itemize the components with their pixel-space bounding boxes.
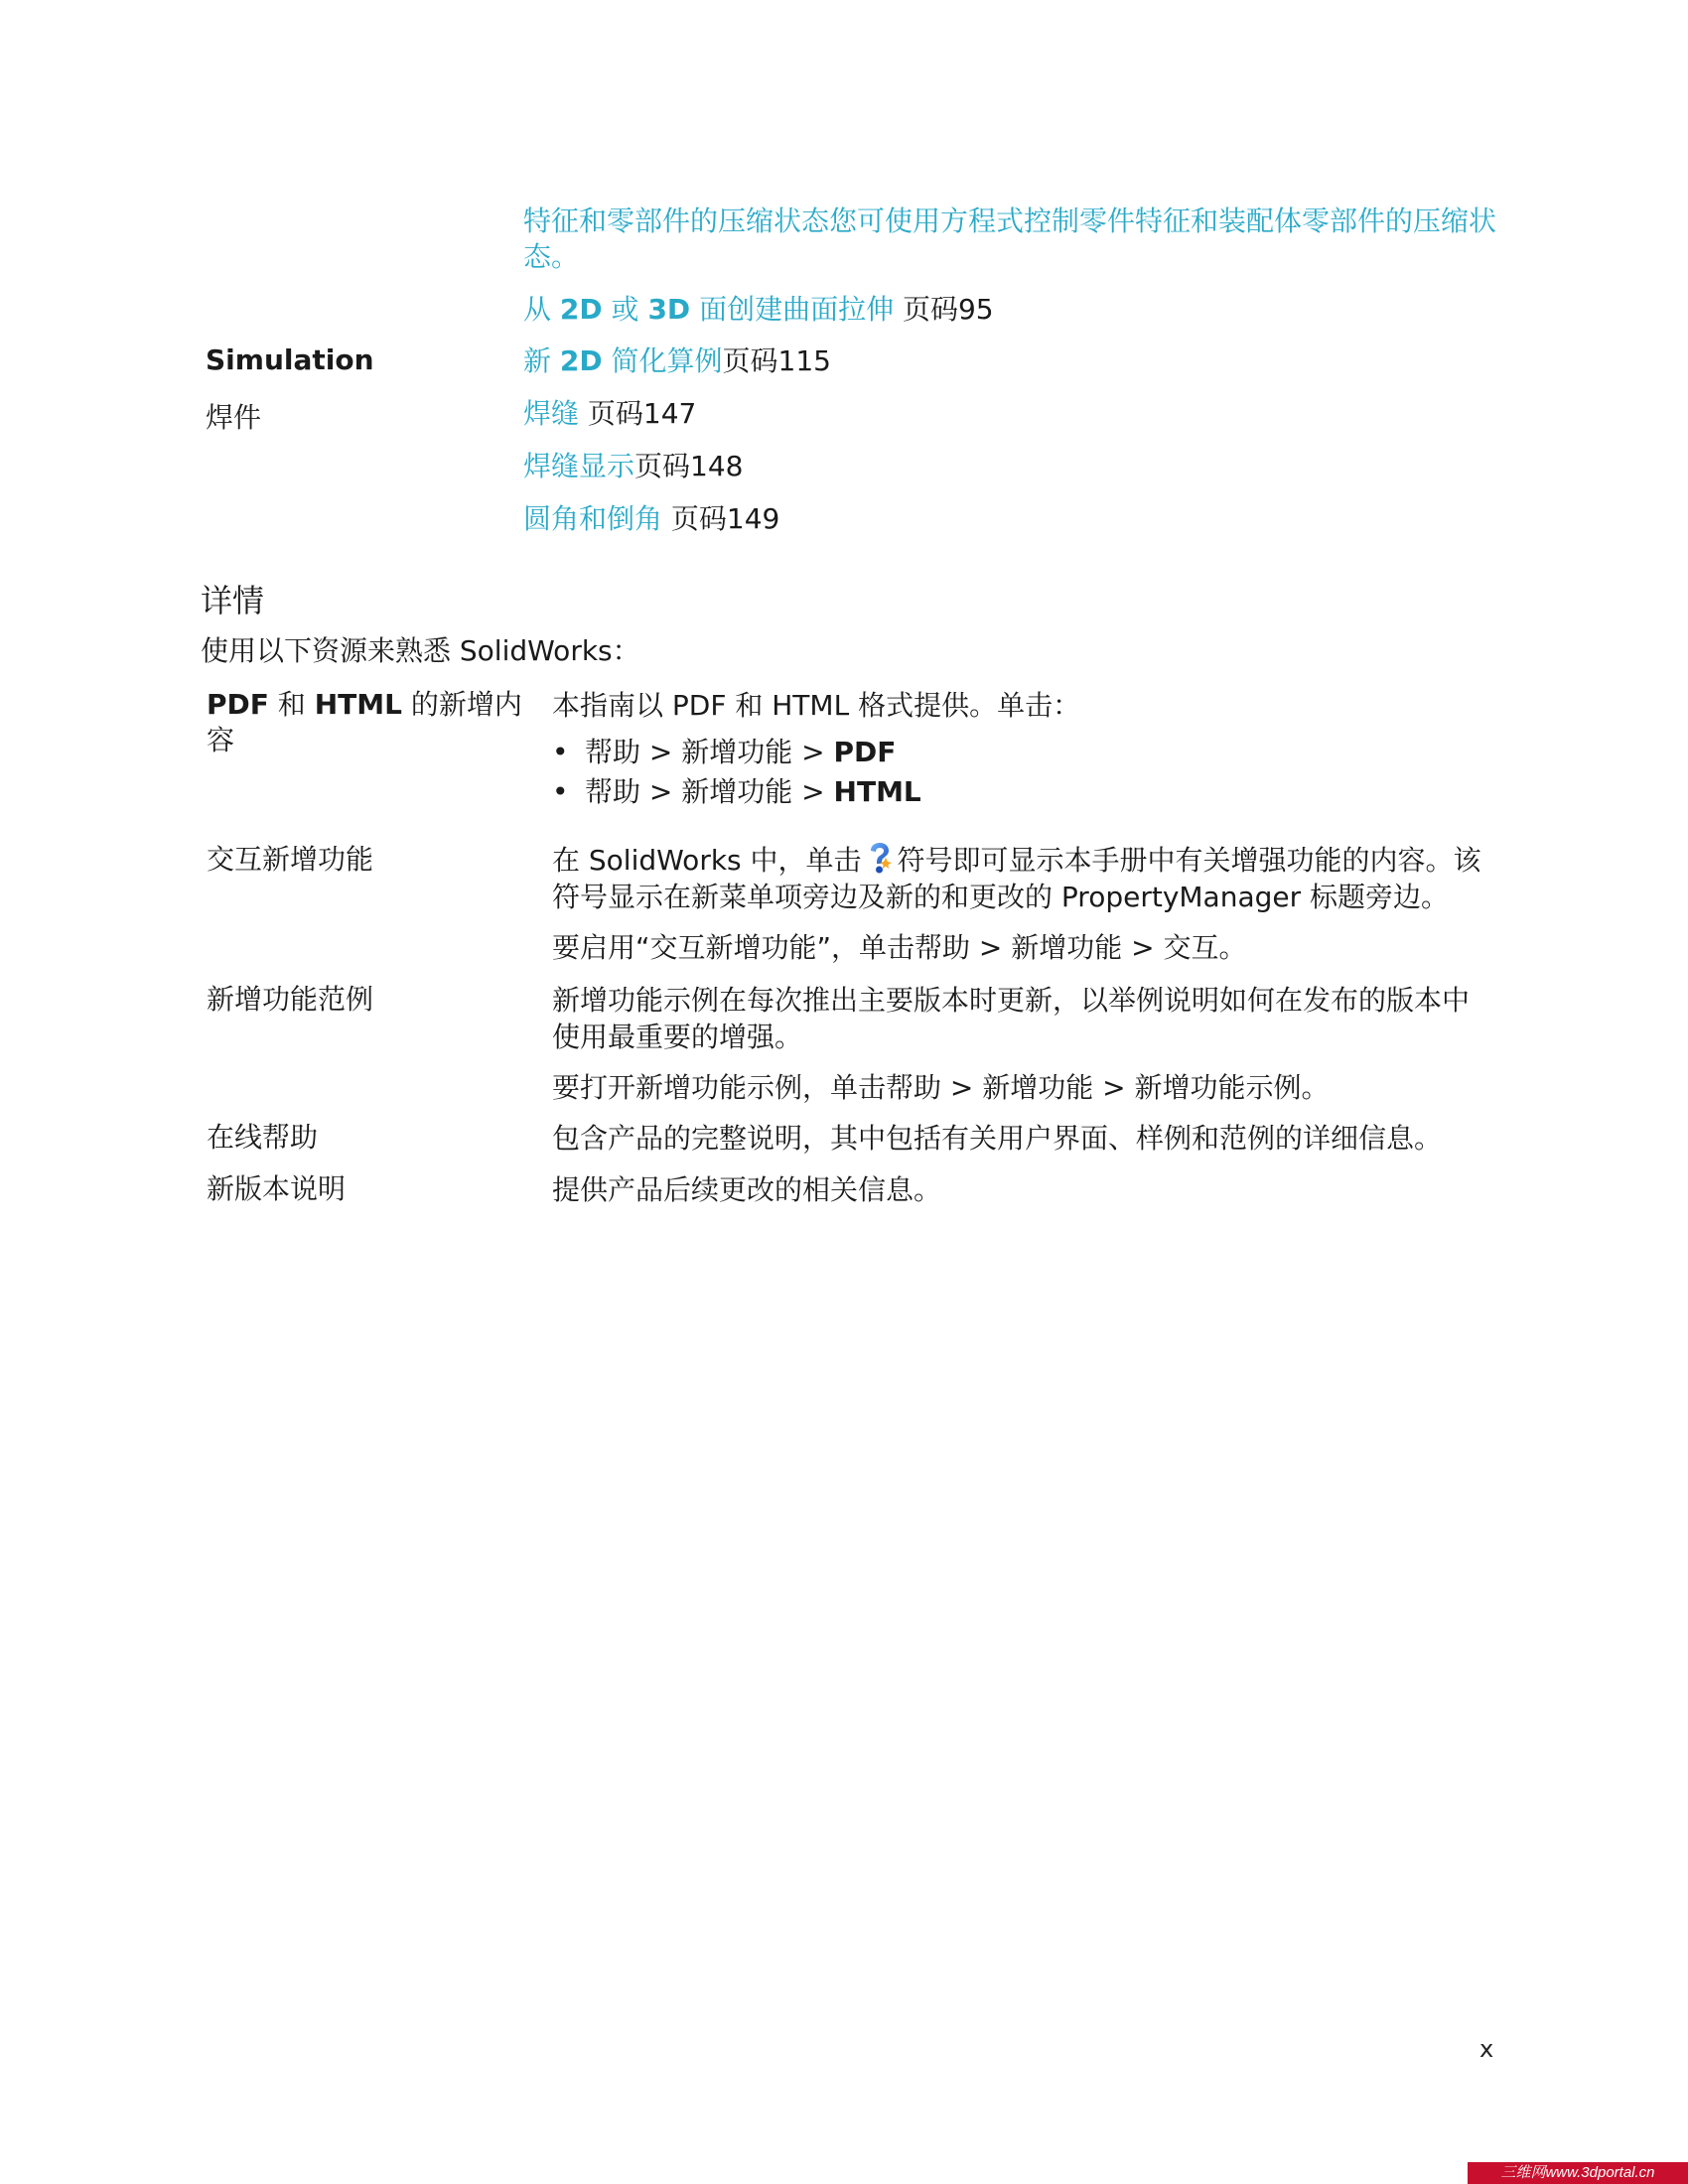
feature-row-suppression (523, 204, 1496, 275)
page-ref: 页码115 (722, 344, 831, 377)
link-suppression-state[interactable]: 特征和零部件的压缩状态您可使用方程式控制零件特征和装配体零部件的压缩状态。 (523, 205, 1497, 273)
label-interactive-whats-new: 交互新增功能 (207, 843, 374, 876)
category-simulation: Simulation (206, 343, 374, 376)
list-item: • 帮助 > 新增功能 > PDF (552, 736, 897, 768)
desc-pdf-html: 本指南以 PDF 和 HTML 格式提供。单击： • 帮助 > 新增功能 > PDF • 帮助 > 新增功能 > HTML (552, 687, 1495, 812)
desc-interactive-whats-new: 在 SolidWorks 中，单击 符号即可显示本手册中有关增强功能的内容。该符号显示在新菜单项旁边及新的和更改的 PropertyManager 标题旁边。 要启用“交互新增功能”，单击帮助 > 新增功能 > 交互。 (552, 844, 1481, 964)
feature-row-weld-display (523, 449, 1496, 484)
list-item: • 帮助 > 新增功能 > HTML (552, 775, 921, 808)
category-weldments: 焊件 (206, 401, 262, 434)
feature-row-fillet-chamfer (523, 501, 1496, 537)
page-ref: 页码147 (579, 397, 697, 430)
label-pdf-html: PDF 和 HTML 的新增内容 (207, 688, 522, 756)
label-whats-new-examples: 新增功能范例 (207, 983, 374, 1016)
page-ref: 页码148 (634, 450, 744, 482)
link-weld-bead[interactable]: 焊缝 (523, 397, 580, 430)
whats-new-help-icon (866, 842, 894, 876)
desc-online-help: 包含产品的完整说明，其中包括有关用户界面、样例和范例的详细信息。 (552, 1122, 1443, 1155)
label-online-help: 在线帮助 (207, 1121, 319, 1154)
site-watermark: 三维网www.3dportal.cn (1468, 2162, 1688, 2184)
pdf-html-bullets (552, 733, 1495, 812)
label-release-notes: 新版本说明 (207, 1172, 347, 1205)
details-intro: 使用以下资源来熟悉 SolidWorks： (201, 634, 640, 667)
link-weld-display[interactable]: 焊缝显示 (523, 450, 635, 482)
link-surface-extrude[interactable]: 从 2D 或 3D 面创建曲面拉伸 (523, 293, 895, 326)
feature-row-2d-study (523, 343, 1496, 379)
feature-row-weld-bead (523, 396, 1496, 432)
desc-whats-new-examples: 新增功能示例在每次推出主要版本时更新，以举例说明如何在发布的版本中使用最重要的增强。 要打开新增功能示例，单击帮助 > 新增功能 > 新增功能示例。 (552, 984, 1471, 1104)
section-heading-details: 详情 (201, 582, 265, 619)
feature-row-surface-extrude (523, 292, 1496, 328)
page-number-mark: x (1479, 2035, 1494, 2063)
link-fillet-chamfer[interactable]: 圆角和倒角 (523, 502, 663, 535)
desc-release-notes: 提供产品后续更改的相关信息。 (552, 1173, 942, 1206)
link-2d-simplification[interactable]: 新 2D 简化算例 (523, 344, 723, 377)
page-ref: 页码149 (662, 502, 780, 535)
page-ref: 页码95 (894, 293, 994, 326)
